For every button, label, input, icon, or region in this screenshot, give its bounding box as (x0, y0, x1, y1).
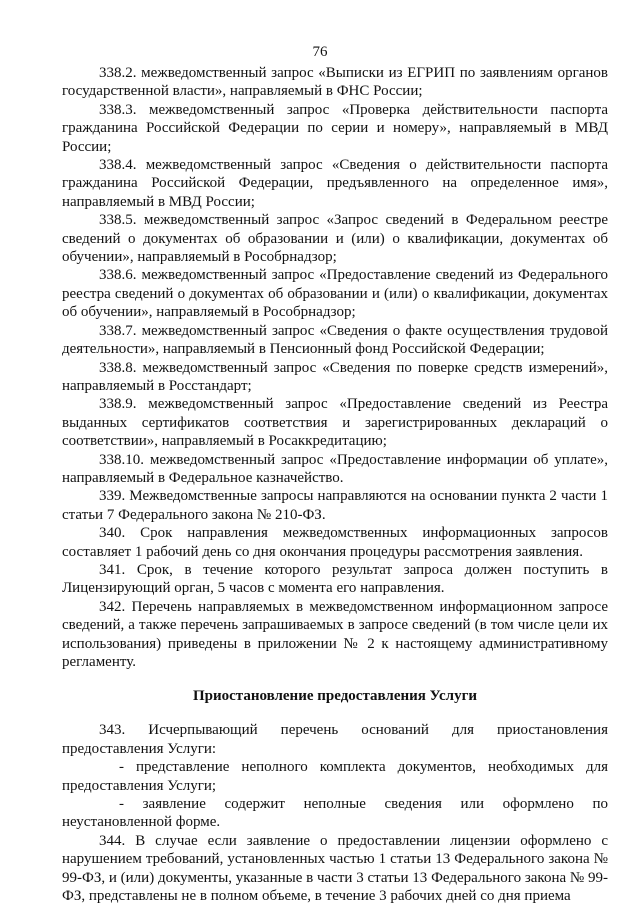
paragraph-338-4: 338.4. межведомственный запрос «Сведения о действительности паспорта гражданина Российской Федерации, предъявленного на определенное имя», направляемый в МВД России; (62, 157, 608, 210)
paragraph-342: 342. Перечень направляемых в межведомственном информационном запросе сведений, а также перечень запрашиваемых в запросе сведений (в том числе цели их использования) приведены в приложении № 2 к настоящему административному регламенту. (62, 598, 608, 670)
paragraph-341: 341. Срок, в течение которого результат запроса должен поступить в Лицензирующий орган, 5 часов с момента его направления. (62, 561, 608, 597)
paragraph-338-6: 338.6. межведомственный запрос «Предоставление сведений из Федерального реестра сведений о документах об образовании и (или) о квалификации, документах об обучении», направляемый в Рособрнадзор; (62, 267, 608, 321)
page-number: 76 (312, 44, 328, 60)
paragraph-343: 343. Исчерпывающий перечень оснований для приостановления предоставления Услуги: (62, 722, 608, 757)
paragraph-338-8: 338.8. межведомственный запрос «Сведения по поверке средств измерений», направляемый в Росстандарт; (62, 359, 608, 394)
paragraph-338-9: 338.9. межведомственный запрос «Предоставление сведений из Реестра выданных сертификатов соответствия и зарегистрированных деклараций о соответствии», направляемый в Росаккредитацию; (62, 396, 608, 450)
document-body (62, 64, 608, 905)
paragraph-339: 339. Межведомственные запросы направляются на основании пункта 2 части 1 статьи 7 Федерального закона № 210-ФЗ. (62, 488, 608, 523)
paragraph-338-3: 338.3. межведомственный запрос «Проверка действительности паспорта гражданина Российской Федерации по серии и номеру», направляемый в МВД России; (62, 101, 608, 155)
paragraph-344: 344. В случае если заявление о предоставлении лицензии оформлено с нарушением требований, установленных частью 1 статьи 13 Федерального закона № 99-ФЗ, и (или) документы, указанные в части 3 статьи 13 Федерального закона № 99-ФЗ, представлены не в полном объеме, в течение 3 рабочих дней со дня приема (62, 832, 608, 905)
section-heading: Приостановление предоставления Услуги (192, 688, 478, 705)
paragraph-338-5: 338.5. межведомственный запрос «Запрос сведений в Федеральном реестре сведений о документах об образовании и (или) о квалификации, документах об обучении», направляемый в Рособрнадзор; (62, 212, 608, 266)
paragraph-338-10: 338.10. межведомственный запрос «Предоставление информации об уплате», направляемый в Федеральное казначейство. (62, 451, 608, 486)
paragraph-340: 340. Срок направления межведомственных информационных запросов составляет 1 рабочий день со дня окончания процедуры рассмотрения заявления. (62, 525, 608, 560)
paragraph-338-2: 338.2. межведомственный запрос «Выписки из ЕГРИП по заявлениям органов государственной власти», направляемый в ФНС России; (62, 65, 608, 100)
list-item: - заявление содержит неполные сведения или оформлено по неустановленной форме. (62, 796, 608, 831)
paragraph-338-7: 338.7. межведомственный запрос «Сведения о факте осуществления трудовой деятельности», направляемый в Пенсионный фонд Российской Федерации; (62, 322, 608, 358)
list-item: - представление неполного комплекта документов, необходимых для предоставления Услуги; (62, 759, 608, 794)
